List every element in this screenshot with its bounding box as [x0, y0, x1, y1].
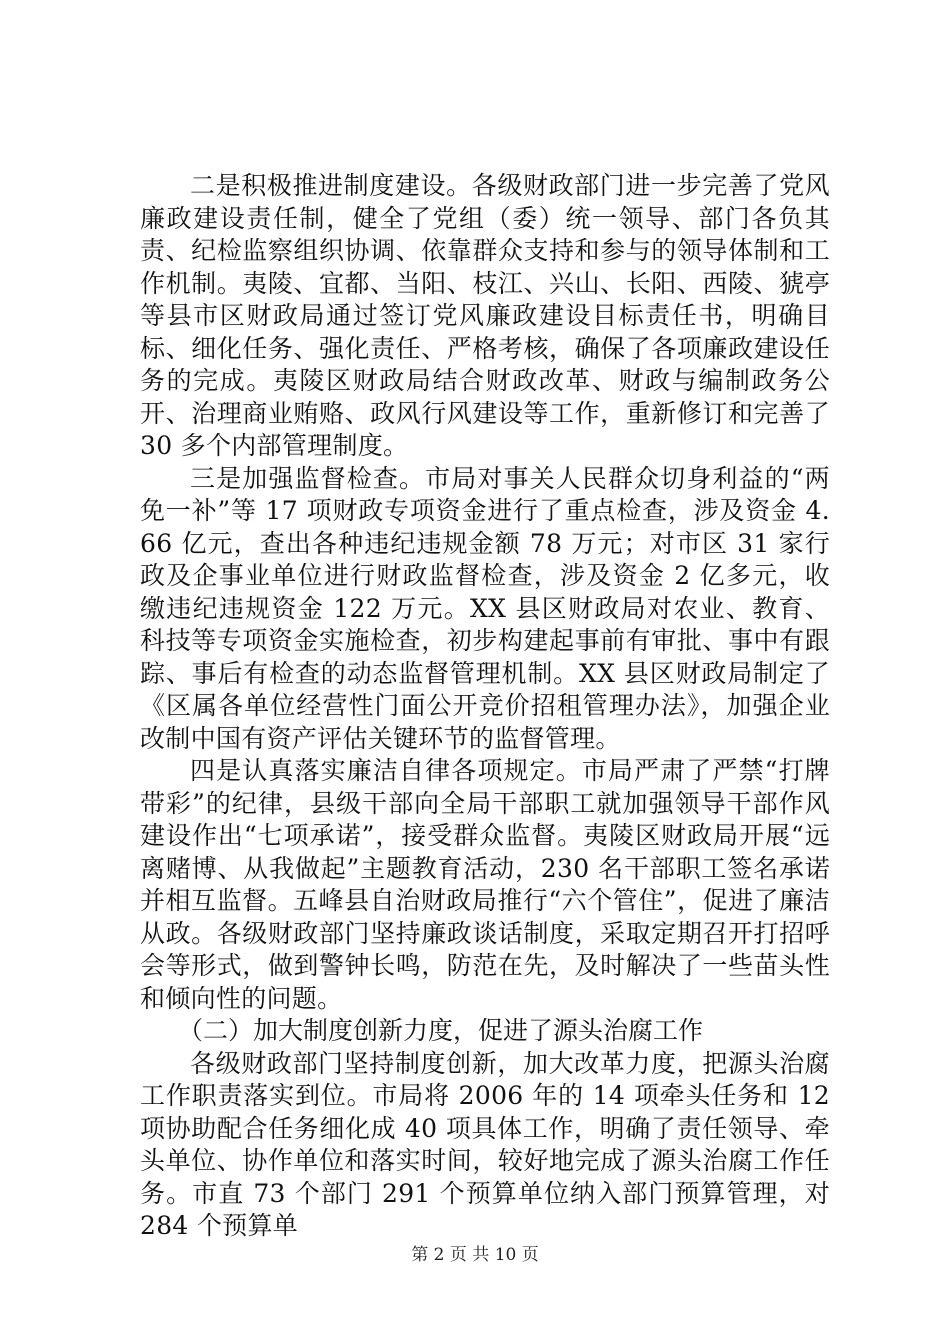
paragraph-institutional-innovation: 各级财政部门坚持制度创新，加大改革力度，把源头治腐工作职责落实到位。市局将 2006 年的 14 项牵头任务和 12 项协助配合任务细化成 40 项具体工作，明确了责任领导、牵头单位、协作单位和落实时间，较好地完成了源头治腐工作任务。市直 73 个部门 291 个预算单位纳入部门预算管理，对 284 个预算单	[140, 1048, 830, 1240]
paragraph-system-building: 二是积极推进制度建设。各级财政部门进一步完善了党风廉政建设责任制，健全了党组（委）统一领导、部门各负其责、纪检监察组织协调、依靠群众支持和参与的领导体制和工作机制。夷陵、宜都、当阳、枝江、兴山、长阳、西陵、猇亭等县市区财政局通过签订党风廉政建设目标责任书，明确目标、细化任务、强化责任、严格考核，确保了各项廉政建设任务的完成。夷陵区财政局结合财政改革、财政与编制政务公开、治理商业贿赂、政风行风建设等工作，重新修订和完善了 30 多个内部管理制度。	[140, 171, 830, 460]
section-heading: （二）加大制度创新力度，促进了源头治腐工作	[178, 1016, 704, 1045]
paragraph-supervision: 三是加强监督检查。市局对事关人民群众切身利益的“两免一补”等 17 项财政专项资金进行了重点检查，涉及资金 4.66 亿元，查出各种违纪违规金额 78 万元；对市区 31 家行政及企事业单位进行财政监督检查，涉及资金 2 亿多元，收缴违纪违规资金 122 万元。XX 县区财政局对农业、教育、科技等专项资金实施检查，初步构建起事前有审批、事中有跟踪、事后有检查的动态监督管理机制。XX 县区财政局制定了《区属各单位经营性门面公开竞价招租管理办法》，加强企业改制中国有资产评估关键环节的监督管理。	[140, 463, 830, 753]
page-footer: 第 2 页 共 10 页	[411, 1245, 539, 1265]
paragraph-self-discipline: 四是认真落实廉洁自律各项规定。市局严肃了严禁“打牌带彩”的纪律，县级干部向全局干部职工就加强领导干部作风建设作出“七项承诺”，接受群众监督。夷陵区财政局开展“远离赌博、从我做起”主题教育活动，230 名干部职工签名承诺并相互监督。五峰县自治财政局推行“六个管住”，促进了廉洁从政。各级财政部门坚持廉政谈话制度，采取定期召开打招呼会等形式，做到警钟长鸣，防范在先，及时解决了一些苗头性和倾向性的问题。	[140, 756, 830, 1013]
document-body	[140, 170, 830, 1243]
